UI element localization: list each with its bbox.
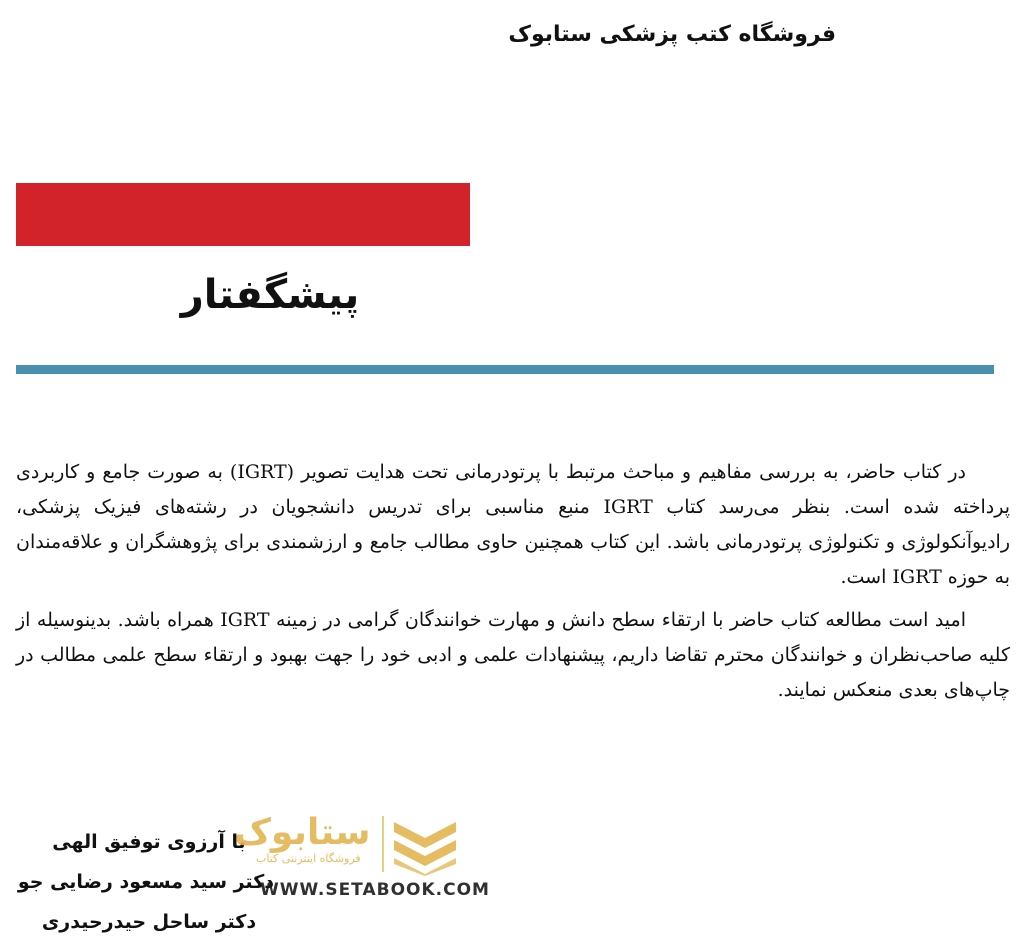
signature-author: دکتر سید مسعود رضایی جو: [17, 871, 274, 893]
chapter-accent-bar: [16, 183, 470, 246]
stacked-chevrons-icon: [390, 816, 460, 876]
preface-body: [16, 455, 1010, 716]
signature-author: دکتر ساحل حیدرحیدری: [41, 911, 257, 933]
watermark-logo-text: ستابوک: [234, 812, 371, 853]
signature-closing: با آرزوی توفیق الهی: [52, 831, 246, 853]
preface-paragraph: امید است مطالعه کتاب حاضر با ارتقاء سطح دانش و مهارت خوانندگان گرامی در زمینه IGRT همراه باشد. بدینوسیله از کلیه صاحب‌نظران و خوانندگان محترم تقاضا داریم، پیشنهادات علمی و ادبی خود را جهت بهبود و ارتقاء سطح علمی مطالب در چاپ‌های بعدی منعکس نمایند.: [16, 609, 1010, 701]
watermark-divider: [382, 816, 384, 872]
store-name-header: فروشگاه کتب پزشکی ستابوک: [508, 22, 836, 47]
setabook-watermark: [230, 812, 490, 904]
chapter-title: پیشگفتار: [180, 272, 360, 318]
watermark-subtitle: فروشگاه اینترنتی کتاب: [256, 852, 361, 865]
section-divider-rule: [16, 365, 994, 374]
preface-paragraph: در کتاب حاضر، به بررسی مفاهیم و مباحث مرتبط با پرتودرمانی تحت هدایت تصویر (IGRT) به صورت جامع و کاربردی پرداخته شده است. بنظر می‌رسد کتاب IGRT منبع مناسبی برای تدریس دانشجویان در رشته‌های فیزیک پزشکی، رادیوآنکولوژی و تکنولوژی پرتودرمانی باشد. این کتاب همچنین حاوی مطالب جامع و ارزشمندی برای پژوهشگران و علاقه‌مندان به حوزه IGRT است.: [16, 461, 1010, 588]
watermark-url: WWW.SETABOOK.COM: [260, 880, 490, 900]
